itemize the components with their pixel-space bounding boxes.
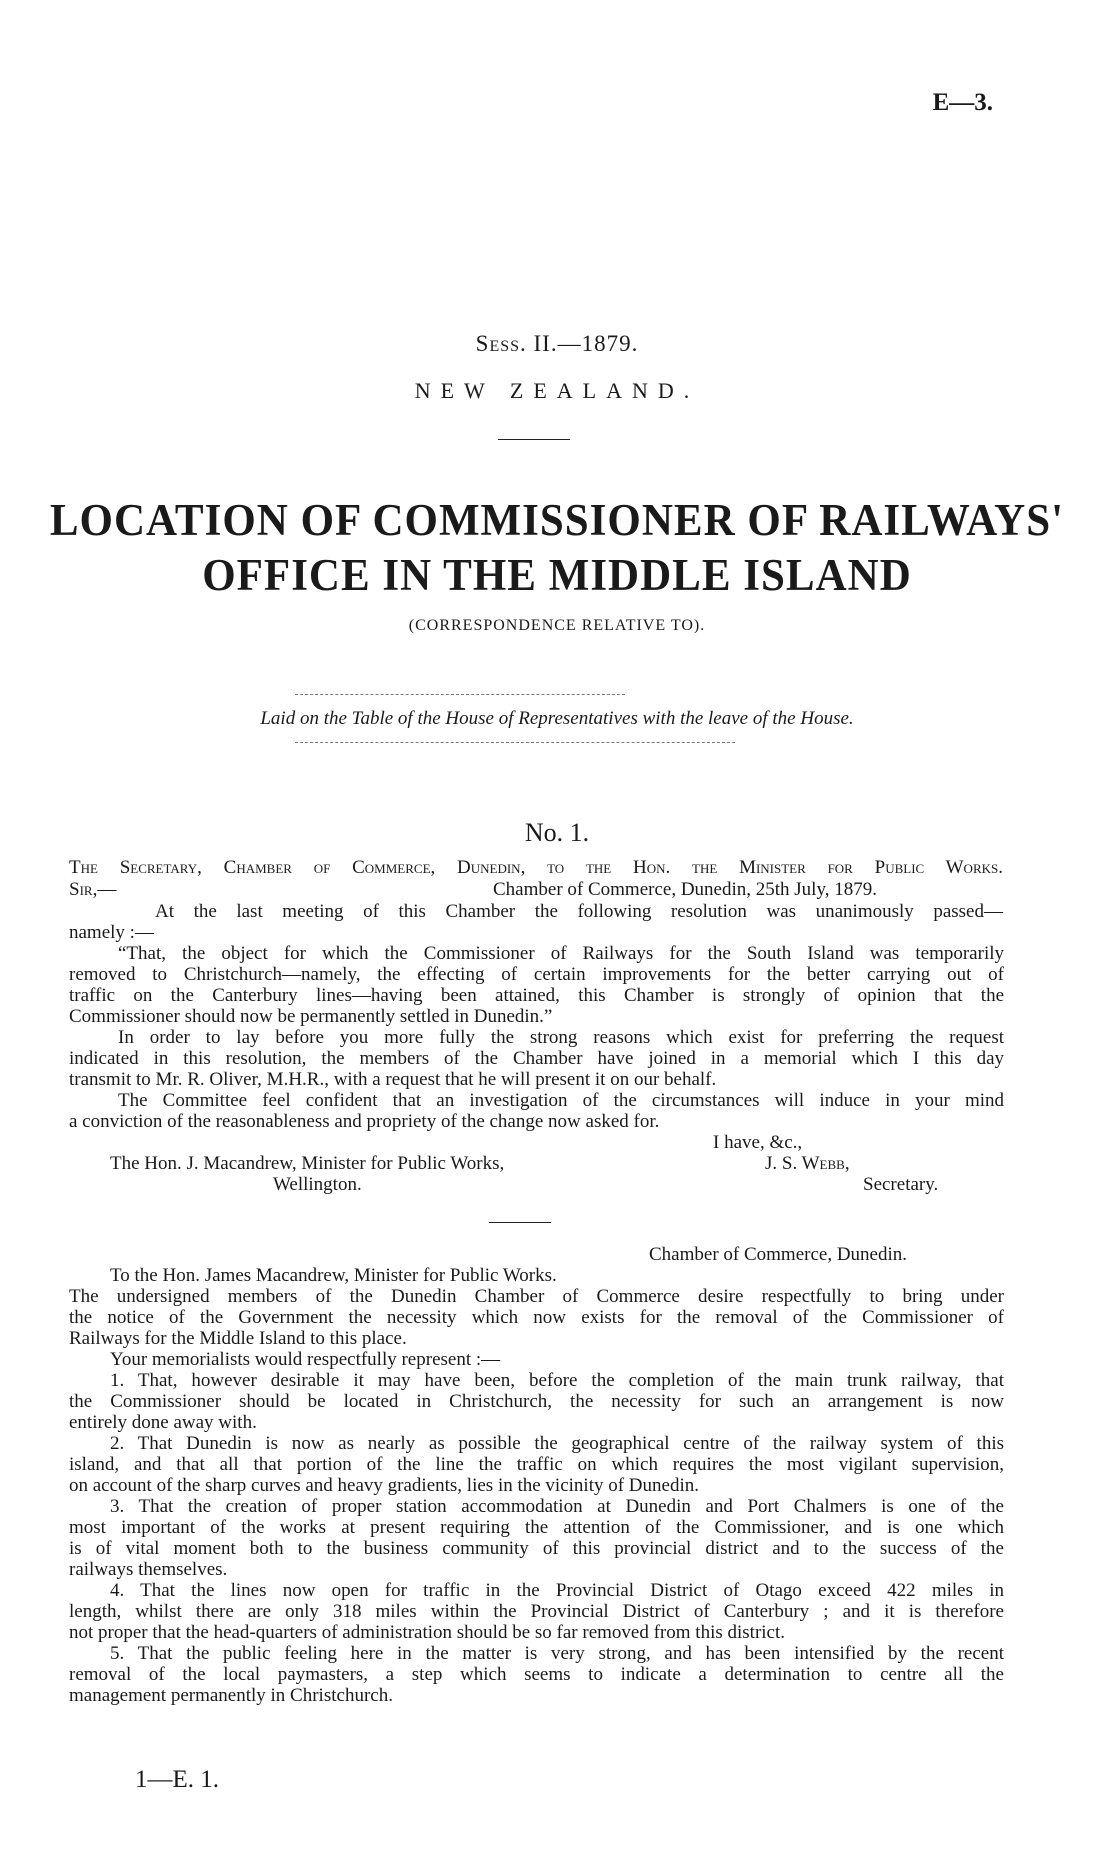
- signer-name: J. S. Webb,: [765, 1153, 850, 1174]
- resolution-line: traffic on the Canterbury lines—having been attained, this Chamber is strongly of opinion that the: [69, 985, 1004, 1006]
- document-subtitle: (CORRESPONDENCE RELATIVE TO).: [408, 617, 706, 634]
- page-reference: E—3.: [932, 89, 993, 116]
- document-title-line-1: LOCATION OF COMMISSIONER OF RAILWAYS': [49, 495, 1065, 546]
- dotted-rule-top: [295, 694, 625, 695]
- memorial-item-line: 5. That the public feeling here in the matter is very strong, and has been intensified by the recent: [110, 1643, 1004, 1664]
- document-title-line-2: OFFICE IN THE MIDDLE ISLAND: [202, 550, 912, 601]
- country-line: NEW ZEALAND.: [414, 378, 700, 403]
- memorial-item-line: not proper that the head-quarters of administration should be so far removed from this district.: [69, 1622, 786, 1643]
- paragraph-line: indicated in this resolution, the members of the Chamber have joined in a memorial which I this day: [69, 1048, 1004, 1069]
- closing: I have, &c.,: [713, 1132, 803, 1153]
- letter-number: No. 1.: [524, 818, 590, 847]
- resolution-line: Commissioner should now be permanently settled in Dunedin.”: [69, 1006, 553, 1027]
- paragraph-line: transmit to Mr. R. Oliver, M.H.R., with a request that he will present it on our behalf.: [69, 1069, 717, 1090]
- memorial-addressee: To the Hon. James Macandrew, Minister for Public Works.: [110, 1265, 557, 1286]
- salutation: Sir,—: [69, 879, 117, 900]
- sheet-signature-mark: 1—E. 1.: [135, 1766, 220, 1793]
- divider-rule: [498, 439, 570, 440]
- memorial-item-line: is of vital moment both to the business community of this provincial district and to the success of the: [69, 1538, 1004, 1559]
- memorial-item-line: the Commissioner should be located in Christchurch, the necessity for such an arrangement is now: [69, 1391, 1004, 1412]
- addressee: The Hon. J. Macandrew, Minister for Public Works,: [110, 1153, 505, 1174]
- letter-heading: The Secretary, Chamber of Commerce, Dunedin, to the Hon. the Minister for Public Works.: [69, 857, 1003, 878]
- memorial-intro-line: Railways for the Middle Island to this place.: [69, 1328, 407, 1349]
- resolution-line: removed to Christchurch—namely, the effecting of certain improvements for the better carrying out of: [69, 964, 1004, 985]
- memorial-place: Chamber of Commerce, Dunedin.: [649, 1244, 908, 1265]
- memorial-item-line: 4. That the lines now open for traffic in the Provincial District of Otago exceed 422 miles in: [110, 1580, 1004, 1601]
- memorial-item-line: management permanently in Christchurch.: [69, 1685, 393, 1706]
- paragraph-line: In order to lay before you more fully the strong reasons which exist for preferring the request: [118, 1027, 1004, 1048]
- memorial-intro-line: The undersigned members of the Dunedin Chamber of Commerce desire respectfully to bring under: [69, 1286, 1004, 1307]
- dotted-rule-bottom: [295, 742, 735, 743]
- paragraph-line: The Committee feel confident that an investigation of the circumstances will induce in your mind: [118, 1090, 1004, 1111]
- session-line: Sess. II.—1879.: [475, 331, 639, 356]
- memorial-item-line: island, and that all that portion of the line the traffic on which requires the most vigilant supervision,: [69, 1454, 1004, 1475]
- paragraph-line: a conviction of the reasonableness and propriety of the change now asked for.: [69, 1111, 660, 1132]
- memorial-item-line: railways themselves.: [69, 1559, 228, 1580]
- resolution-line: “That, the object for which the Commissioner of Railways for the South Island was temporarily: [118, 943, 1004, 964]
- memorial-item-line: length, whilst there are only 318 miles within the Provincial District of Canterbury ; and it is therefore: [69, 1601, 1004, 1622]
- paragraph-line: At the last meeting of this Chamber the following resolution was unanimously passed—: [155, 901, 1003, 922]
- represent-line: Your memorialists would respectfully represent :—: [110, 1349, 501, 1370]
- memorial-item-line: 2. That Dunedin is now as nearly as possible the geographical centre of the railway system of this: [110, 1433, 1004, 1454]
- letter-dateline: Chamber of Commerce, Dunedin, 25th July, 1879.: [493, 879, 877, 900]
- memorial-item-line: entirely done away with.: [69, 1412, 257, 1433]
- memorial-item-line: 3. That the creation of proper station accommodation at Dunedin and Port Chalmers is one of the: [110, 1496, 1004, 1517]
- laid-on-table-note: Laid on the Table of the House of Representatives with the leave of the House.: [260, 708, 854, 729]
- memorial-item-line: 1. That, however desirable it may have been, before the completion of the main trunk railway, that: [110, 1370, 1004, 1391]
- memorial-intro-line: the notice of the Government the necessity which now exists for the removal of the Commissioner of: [69, 1307, 1004, 1328]
- memorial-item-line: on account of the sharp curves and heavy gradients, lies in the vicinity of Dunedin.: [69, 1475, 699, 1496]
- memorial-item-line: removal of the local paymasters, a step which seems to indicate a determination to centre all the: [69, 1664, 1004, 1685]
- divider-rule: [489, 1222, 551, 1223]
- memorial-item-line: most important of the works at present requiring the attention of the Commissioner, and is one which: [69, 1517, 1004, 1538]
- paragraph-line: namely :—: [69, 922, 154, 943]
- addressee-location: Wellington.: [273, 1174, 362, 1195]
- signer-title: Secretary.: [863, 1174, 939, 1195]
